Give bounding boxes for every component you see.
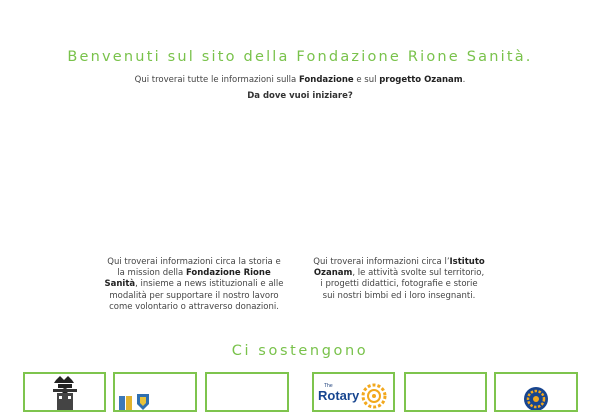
rotary-name-text: Rotary <box>318 388 360 403</box>
fondazione-name: Fondazione Rione Sanità <box>104 268 271 290</box>
supporter-logo-crest[interactable] <box>23 372 106 412</box>
ozanam-link-text: progetto Ozanam <box>379 75 463 85</box>
rotary-the-text: The <box>324 383 333 389</box>
crest-icon <box>25 374 104 410</box>
intro-line <box>0 74 600 86</box>
rotary-wheel-icon <box>314 374 393 410</box>
intro-text: Qui troverai tutte le informazioni sulla <box>134 75 299 85</box>
fondazione-link-text: Fondazione <box>298 75 354 85</box>
ozanam-name: Istituto Ozanam <box>313 257 485 279</box>
supporters-title: Ci sostengono <box>231 343 369 359</box>
supporter-logo-3[interactable] <box>205 372 289 412</box>
fondazione-desc-text: Qui troverai informazioni circa la storia e la mission della <box>107 257 281 279</box>
ozanam-description <box>313 257 485 302</box>
intro-text: . <box>462 75 466 85</box>
supporter-logo-5[interactable] <box>404 372 487 412</box>
fondazione-desc-text: , insieme a news istituzionali e alle modalità per supportare il nostro lavoro come volontario o attraverso donazioni. <box>109 279 284 312</box>
fondazione-description <box>104 257 284 313</box>
ozanam-desc-text: Qui troverai informazioni circa l’ <box>313 257 450 267</box>
rotary-emblem-icon <box>496 374 576 410</box>
supporter-logo-region[interactable] <box>113 372 197 412</box>
welcome-title: Benvenuti sul sito della Fondazione Rione Sanità. <box>67 49 533 65</box>
supporter-logo-rotary[interactable] <box>312 372 395 412</box>
intro-question: Da dove vuoi iniziare? <box>247 91 353 101</box>
supporter-logo-rotary-club[interactable] <box>494 372 578 412</box>
region-shield-icon <box>115 374 195 410</box>
ozanam-desc-text: , le attività svolte sul territorio, i progetti didattici, fotografie e storie sui nostri bimbi ed i loro insegnanti. <box>320 268 485 301</box>
intro-text: e sul <box>353 75 380 85</box>
